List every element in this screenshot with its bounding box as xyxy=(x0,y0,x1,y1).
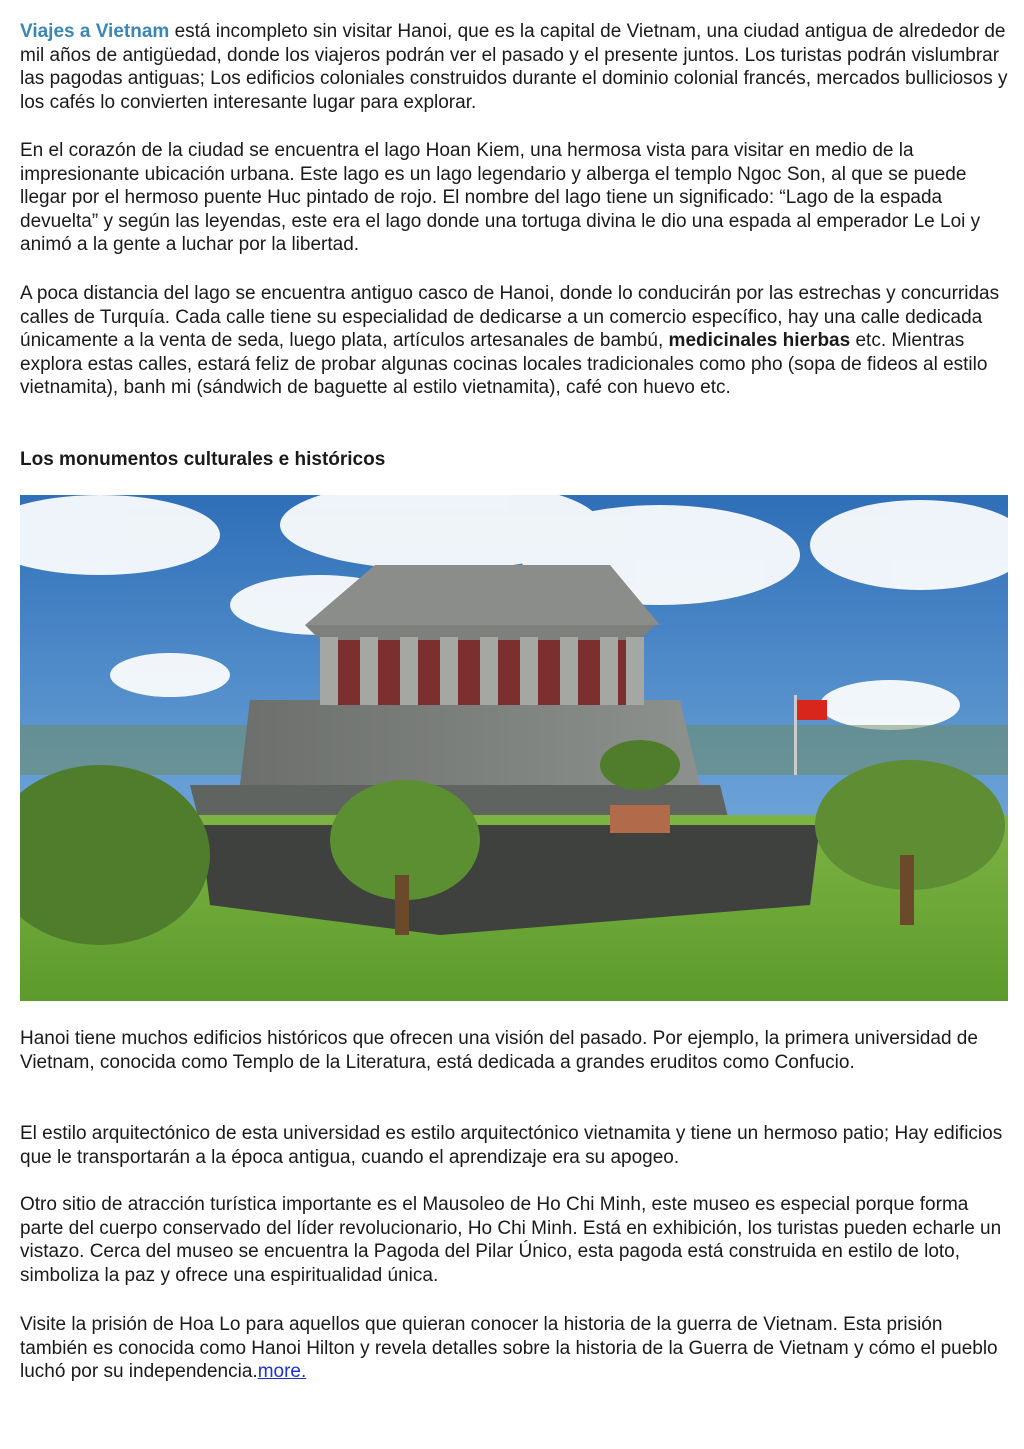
mausoleum-paragraph: Otro sitio de atracción turística importante es el Mausoleo de Ho Chi Minh, este museo es especial porque forma parte del cuerpo conservado del líder revolucionario, Ho Chi Minh. Está en exhibición, los turistas pueden echarle un vistazo. Cerca del museo se encuentra la Pagoda del Pilar Único, esta pagoda está construida en estilo de loto, simboliza la paz y ofrece una espiritualidad única. xyxy=(20,1194,1002,1286)
mausoleum-photo xyxy=(20,495,1008,1001)
intro-paragraph xyxy=(20,20,1010,114)
architecture-paragraph: El estilo arquitectónico de esta universidad es estilo arquitectónico vietnamita y tiene un hermoso patio; Hay edificios que le transportarán a la época antigua, cuando el aprendizaje era su apogeo. xyxy=(20,1123,1003,1168)
viajes-a-vietnam-link[interactable]: Viajes a Vietnam xyxy=(20,21,170,42)
historic-paragraph: Hanoi tiene muchos edificios históricos que ofrecen una visión del pasado. Por ejemplo, la primera universidad de Vietnam, conocida como Templo de la Literatura, está dedicada a grandes eruditos como Confucio. xyxy=(20,1028,978,1073)
section-heading: Los monumentos culturales e históricos xyxy=(20,449,386,470)
old-quarter-paragraph xyxy=(20,282,1010,400)
lake-paragraph: En el corazón de la ciudad se encuentra el lago Hoan Kiem, una hermosa vista para visitar en medio de la impresionante ubicación urbana. Este lago es un lago legendario y alberga el templo Ngoc Son, al que se puede llegar por el hermoso puente Huc pintado de rojo. El nombre del lago tiene un significado: “Lago de la espada devuelta” y según las leyendas, este era el lago donde una tortuga divina le dio una espada al emperador Le Loi y animó a la gente a luchar por la libertad. xyxy=(20,140,981,255)
intro-text: está incompleto sin visitar Hanoi, que es la capital de Vietnam, una ciudad antigua de alrededor de mil años de antigüedad, donde los viajeros podrán ver el pasado y el presente juntos. Los turistas podrán vislumbrar las pagodas antiguas; Los edificios coloniales construidos durante el dominio colonial francés, mercados bulliciosos y los cafés lo convierten interesante lugar para explorar. xyxy=(20,21,1008,113)
more-link[interactable]: more. xyxy=(257,1361,307,1382)
old-quarter-text-before: A poca distancia del lago se encuentra antiguo casco de Hanoi, donde lo conducirán por las estrechas y concurridas calles de Turquía. Cada calle tiene su especialidad de dedicarse a un comercio específico, hay una calle dedicada únicamente a la venta de seda, luego plata, artículos artesanales de bambú, xyxy=(20,283,1000,351)
old-quarter-text-after: etc. Mientras explora estas calles, estará feliz de probar algunas cocinas locales tradicionales como pho (sopa de fideos al estilo vietnamita), banh mi (sándwich de baguette al estilo vietnamita), café con huevo etc. xyxy=(20,330,988,398)
medicinal-herbs-bold: medicinales hierbas xyxy=(668,330,851,351)
prison-text: Visite la prisión de Hoa Lo para aquellos que quieran conocer la historia de la guerra de Vietnam. Esta prisión también es conocida como Hanoi Hilton y revela detalles sobre la historia de la Guerra de Vietnam y cómo el pueblo luchó por su independencia. xyxy=(20,1314,998,1382)
prison-paragraph xyxy=(20,1313,1010,1384)
